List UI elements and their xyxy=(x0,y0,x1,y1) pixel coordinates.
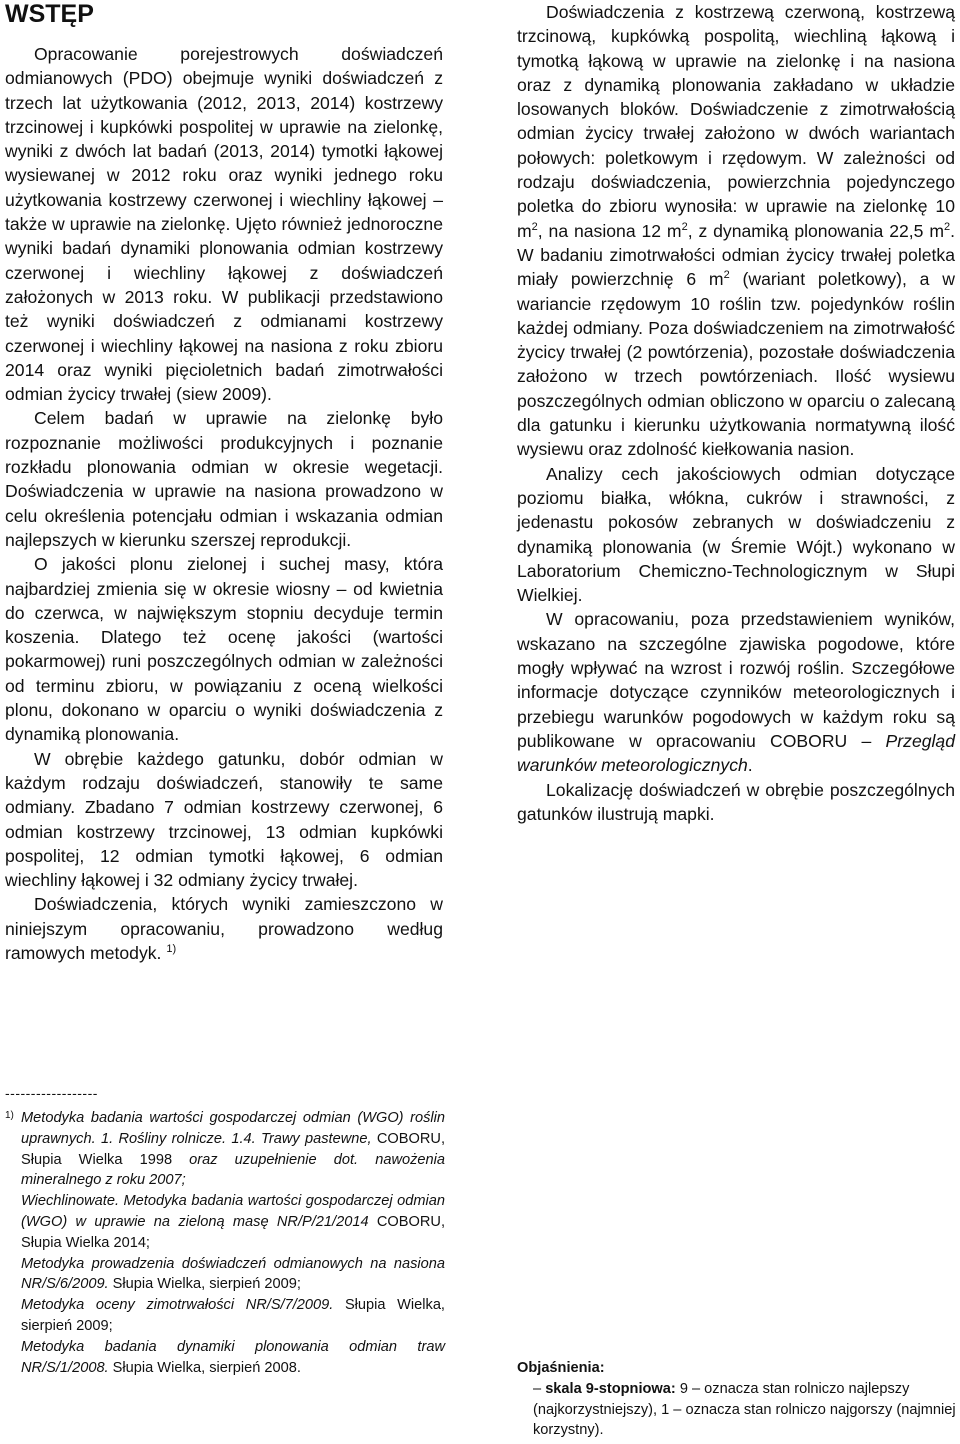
footnote-italic: Metodyka prowadzenia doświadczeń odmianowych na nasiona NR/S/6/2009. xyxy=(21,1255,445,1293)
footnote-marker: 1) xyxy=(5,1110,14,1121)
footnote-normal: COBORU, Słupia Wielka 2014; xyxy=(21,1213,446,1251)
left-column xyxy=(5,0,443,965)
weather-text-end: . xyxy=(747,755,753,776)
superscript: 2 xyxy=(681,220,688,233)
design-text-c: , z dynamiką plonowania 22,5 m xyxy=(687,220,944,241)
publication-title: Przegląd warunków meteorologicznych xyxy=(517,730,955,776)
footnote-italic: Metodyka badania dynamiki plonowania odmian traw NR/S/1/2008. xyxy=(21,1338,445,1376)
explanation-text: 9 – oznacza stan rolniczo najlepszy (najkorzystniejszy), 1 – oznacza stan rolniczo najgorszy (najmniej korzystny). xyxy=(533,1380,956,1439)
footnote-italic: Wiechlinowate. Metodyka badania wartości gospodarczej odmian (WGO) w uprawie na zieloną masę NR/P/21/2014 xyxy=(21,1193,445,1230)
design-text-a: Doświadczenia z kostrzewą czerwoną, kostrzewą trzcinową, kupkówką pospolitą, wiechliną łąkową i tymotką łąkową w uprawie na zielonkę i na nasiona oraz z dynamiką plonowania zakładano w układzie losowanych bloków. Doświadczenie z zimotrwałością odmian życicy trwałej założono w dwóch wariantach połowych: poletkowym i rzędowym. W zależności od rodzaju doświadczenia, powierzchnia pojedynczego poletka do zbioru wynosiła: w uprawie na zielonkę 10 m xyxy=(517,2,955,241)
footnote-entry xyxy=(21,1337,445,1379)
quality-paragraph: O jakości plonu zielonej i suchej masy, która najbardziej zmienia się w okresie wiosny – od kwietnia do czerwca, w największym stopniu decyduje termin koszenia. Dlatego też ocenę jakości (wartości pokarmowej) runi poszczególnych odmian w zależności od terminu zbioru, w powiązaniu z oceną wielkości plonu, dokonano w oparciu o wyniki doświadczenia z dynamiką plonowania. xyxy=(5,554,443,745)
explanation-item xyxy=(517,1379,957,1441)
footnote-separator: ------------------ xyxy=(5,1085,98,1101)
footnote-italic: Metodyka oceny zimotrwałości NR/S/7/2009. xyxy=(21,1297,334,1314)
maps-paragraph: Lokalizację doświadczeń w obrębie poszczególnych gatunków ilustrują mapki. xyxy=(517,779,955,824)
footnote-entry xyxy=(21,1108,445,1191)
explanations xyxy=(517,1358,957,1441)
footnote-reference: 1) xyxy=(166,943,177,956)
varieties-paragraph: W obrębie każdego gatunku, dobór odmian w każdym rodzaju doświadczeń, stanowiły te same odmiany. Zbadano 7 odmian kostrzewy czerwonej, 6 odmian kostrzewy trzcinowej, 13 odmian kupkówki pospolitej, 12 odmian tymotki łąkowej, 6 odmian wiechliny łąkowej i 32 odmiany życicy trwałej. xyxy=(5,748,443,891)
goals-paragraph: Celem badań w uprawie na zielonkę było rozpoznanie możliwości produkcyjnych i poznanie rozkładu plonowania odmian w okresie wegetacji. Doświadczenia w uprawie na nasiona prowadzono w celu określenia potencjału odmian i wskazania odmian najlepszych w kierunku szerszej reprodukcji. xyxy=(5,408,443,550)
experiment-design-paragraph xyxy=(517,0,955,462)
footnote xyxy=(5,1084,445,1378)
footnote-normal: Słupia Wielka, sierpień 2008. xyxy=(108,1359,301,1376)
footnote-normal: Słupia Wielka, sierpień 2009; xyxy=(21,1297,445,1334)
design-text-b: , na nasiona 12 m xyxy=(537,220,682,241)
design-text-d: . W badaniu zimotrwałości odmian życicy trwałej poletka miały powierzchnię 6 m xyxy=(517,220,955,290)
superscript: 2 xyxy=(943,220,951,233)
section-heading: WSTĘP xyxy=(5,0,94,28)
weather-text: W opracowaniu, poza przedstawieniem wyników, wskazano na szczególne zjawiska pogodowe, które mogły wpływać na wzrost i rozwój roślin. Szczegółowe informacje dotyczące czynników meteorologicznych i przebiegu warunków pogodowych w każdym roku są publikowane w opracowaniu COBORU – xyxy=(517,609,955,751)
methodology-text: Doświadczenia, których wyniki zamieszczono w niniejszym opracowaniu, prowadzono według ramowych metodyk. xyxy=(5,894,443,963)
footnote-italic: oraz uzupełnienie dot. nawożenia mineralnego z roku 2007; xyxy=(21,1151,445,1189)
methodology-paragraph xyxy=(5,892,443,965)
superscript: 2 xyxy=(531,220,538,233)
intro-paragraph: Opracowanie porejestrowych doświadczeń odmianowych (PDO) obejmuje wyniki doświadczeń z trzech lat użytkowania (2012, 2013, 2014) kostrzewy trzcinowej i kupkówki pospolitej w uprawie na zielonkę, wyniki z dwóch lat badań (2013, 2014) tymotki łąkowej wysiewanej w 2012 roku oraz wyniki jednego roku użytkowania kostrzewy czerwonej i wiechliny łąkowej – także w uprawie na zielonkę. Ujęto również jednoroczne wyniki badań dynamiki plonowania odmian kostrzewy czerwonej i wiechliny łąkowej z doświadczeń założonych w 2013 roku. W publikacji przedstawiono też wyniki doświadczeń z odmianami kostrzewy czerwonej i wiechliny łąkowej na nasiona z roku zbioru 2014 oraz wyniki pięcioletnich badań zimotrwałości odmian życicy trwałej (siew 2009). xyxy=(5,44,443,405)
footnote-italic: Metodyka badania wartości gospodarczej odmian (WGO) roślin uprawnych. 1. Rośliny rolnicze. 1.4. Trawy pastewne, xyxy=(21,1110,445,1147)
footnote-normal: Słupia Wielka, sierpień 2009; xyxy=(108,1276,301,1293)
footnote-entry xyxy=(21,1191,445,1253)
footnote-body xyxy=(5,1108,445,1378)
explanation-term: skala 9-stopniowa: xyxy=(545,1380,676,1397)
footnote-normal: COBORU, Słupia Wielka 1998 xyxy=(21,1130,445,1168)
right-column xyxy=(517,0,955,826)
design-text-e: (wariant poletkowy), a w wariancie rzędowym 10 roślin tzw. pojedynków roślin każdej odmiany. Poza doświadczeniem na zimotrwałość życicy trwałej (2 powtórzenia), pozostałe doświadczenia założono w trzech powtórzeniach. Ilość wysiewu poszczególnych odmian obliczono w oparciu o zalecaną dla gatunku i kierunku użytkowania normatywną ilość wysiewu oraz zdolność kiełkowania nasion. xyxy=(517,269,955,460)
list-dash: – xyxy=(533,1380,542,1397)
superscript: 2 xyxy=(723,269,730,282)
weather-paragraph xyxy=(517,607,955,777)
explanations-heading: Objaśnienia: xyxy=(517,1360,605,1376)
footnote-entry xyxy=(21,1295,445,1337)
footnote-entry xyxy=(21,1254,445,1296)
quality-analysis-paragraph: Analizy cech jakościowych odmian dotyczące poziomu białka, włókna, cukrów i strawności, z jedenastu pokosów zebranych w doświadczeniu z dynamiką plonowania (w Śremie Wójt.) wykonano w Laboratorium Chemiczno-Technologicznym w Słupi Wielkiej. xyxy=(517,463,955,606)
